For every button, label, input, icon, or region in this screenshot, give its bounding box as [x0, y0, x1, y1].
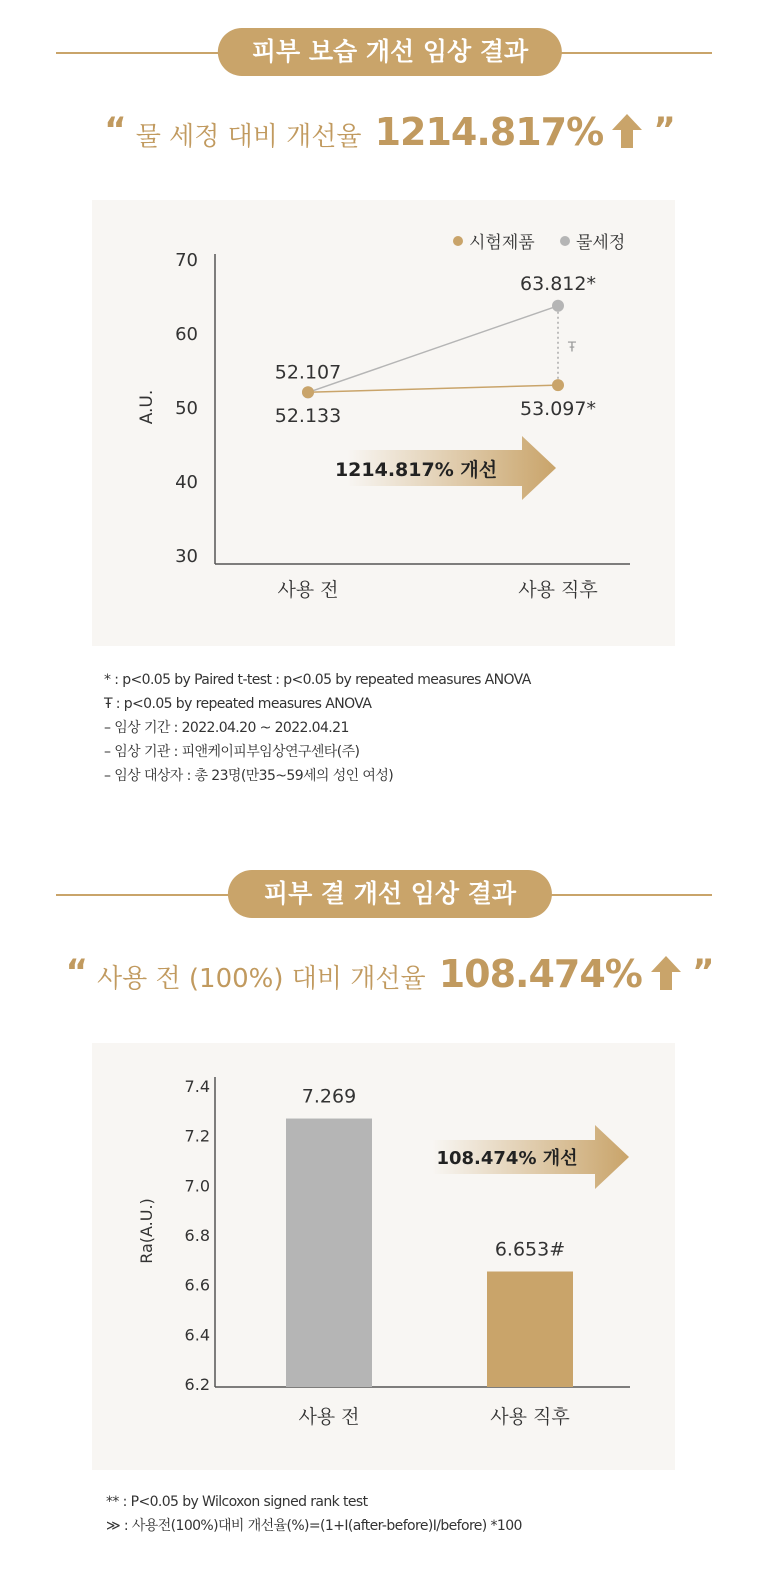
improvement-arrow-label: 108.474% 개선 [436, 1148, 578, 1169]
y-tick-label: 7.4 [184, 1077, 210, 1096]
significance-marker: Ŧ [568, 340, 576, 356]
legend-marker-test-product [453, 236, 463, 246]
up-arrow-icon [651, 956, 681, 990]
data-label-test-product: 53.097* [520, 398, 596, 421]
y-axis-title: A.U. [137, 389, 157, 425]
data-label-test-product: 52.133 [274, 405, 342, 428]
section2-header [0, 870, 780, 920]
section1-notes [104, 668, 531, 788]
quote-close: ” [692, 952, 715, 992]
footnote: – 임상 기관 : 피앤케이피부임상연구센타(주) [104, 744, 360, 760]
y-tick-label: 6.2 [184, 1375, 210, 1394]
footnote: ≫ : 사용전(100%)대비 개선율(%)=(1+I(after-before)I/before) *100 [106, 1518, 522, 1534]
y-tick-label: 30 [175, 546, 198, 567]
footnote: – 임상 대상자 : 총 23명(만35~59세의 성인 여성) [104, 768, 394, 784]
improvement-arrow-label: 1214.817% 개선 [334, 459, 498, 481]
section1-header [0, 28, 780, 78]
series-line-test-product [308, 385, 558, 392]
quote-close: ” [653, 110, 676, 150]
data-point-test-product [552, 379, 564, 391]
quote-open: “ [65, 952, 88, 992]
y-tick-label: 7.0 [184, 1176, 210, 1196]
y-tick-label: 6.8 [184, 1226, 210, 1245]
y-tick-label: 40 [175, 472, 198, 493]
y-tick-label: 7.2 [184, 1126, 210, 1146]
legend-label-test-product: 시험제품 [469, 233, 535, 253]
headline-label: 물 세정 대비 개선율 [135, 122, 362, 152]
bar [286, 1119, 372, 1387]
section2-headline [0, 952, 780, 996]
line-chart [92, 200, 675, 646]
footnote: Ŧ : p<0.05 by repeated measures ANOVA [104, 696, 372, 712]
y-tick-label: 70 [175, 250, 198, 271]
headline-label: 사용 전 (100%) 대비 개선율 [97, 964, 426, 994]
data-point-test-product [302, 386, 314, 398]
y-tick-label: 60 [175, 324, 198, 345]
section1-title: 피부 보습 개선 임상 결과 [218, 28, 562, 76]
footnote: * : p<0.05 by Paired t-test : p<0.05 by repeated measures ANOVA [104, 672, 531, 688]
data-label-water-wash: 63.812* [520, 272, 596, 295]
section1-headline [0, 110, 780, 154]
line-chart-panel [92, 200, 675, 646]
bar [487, 1272, 573, 1387]
x-tick-label: 사용 직후 [518, 579, 598, 601]
x-tick-label: 사용 직후 [490, 1406, 570, 1428]
x-tick-label: 사용 전 [298, 1406, 360, 1428]
y-axis-title: Ra(A.U.) [137, 1198, 156, 1264]
quote-open: “ [104, 110, 127, 150]
y-tick-label: 50 [175, 398, 198, 419]
series-line-water-wash [308, 306, 558, 393]
headline-value: 1214.817% [374, 110, 604, 154]
section2-notes [106, 1490, 522, 1538]
x-tick-label: 사용 전 [277, 579, 339, 601]
legend-marker-water-wash [560, 236, 570, 246]
footnote: ** : P<0.05 by Wilcoxon signed rank test [106, 1494, 368, 1510]
data-label-water-wash: 52.107 [274, 361, 342, 384]
y-tick-label: 6.4 [184, 1325, 210, 1345]
y-tick-label: 6.6 [184, 1275, 210, 1295]
bar-chart [92, 1043, 675, 1470]
headline-value: 108.474% [438, 952, 642, 996]
bar-chart-panel [92, 1043, 675, 1470]
legend-label-water-wash: 물세정 [576, 233, 626, 253]
data-label: 6.653# [494, 1238, 566, 1261]
footnote: – 임상 기간 : 2022.04.20 ~ 2022.04.21 [104, 720, 349, 736]
data-point-water-wash [552, 300, 564, 312]
section2-title: 피부 결 개선 임상 결과 [228, 870, 552, 918]
up-arrow-icon [612, 114, 642, 148]
data-label: 7.269 [301, 1085, 357, 1108]
